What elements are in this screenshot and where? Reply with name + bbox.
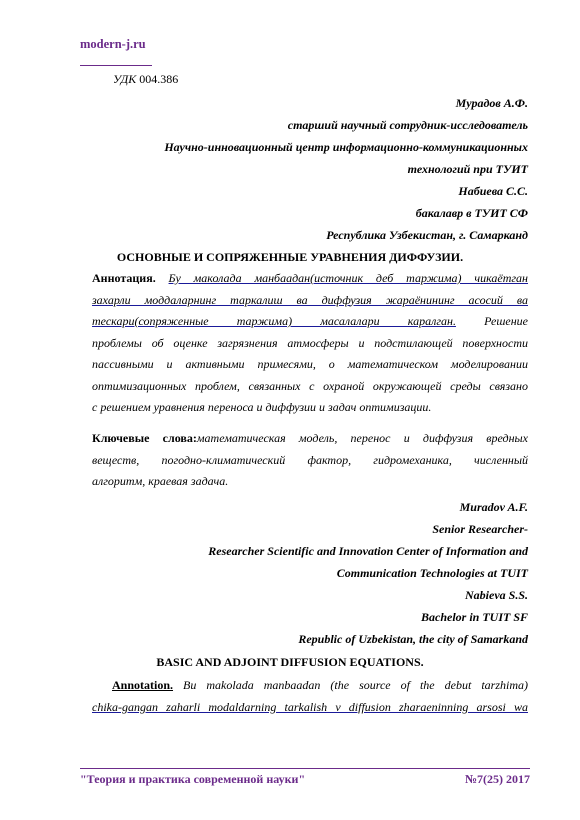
author1-position-en: Senior Researcher- — [432, 522, 528, 536]
abstract-en-line2: chika-gangan zaharli modaldarning tarkalish v diffusion zharaeninning arsosi wa — [92, 699, 528, 714]
site-name[interactable]: modern-j.ru — [80, 37, 146, 51]
udk-number: 004.386 — [139, 72, 179, 86]
issue-number: №7(25) 2017 — [464, 772, 530, 786]
author1-org-ru-line1: Научно-инновационный центр информационно-коммуникационных — [164, 140, 528, 154]
author1-name-en: Muradov A.F. — [459, 500, 528, 514]
author2-position-ru: бакалавр в ТУИТ СФ — [415, 206, 528, 220]
author1-position-ru: старший научный сотрудник-исследователь — [287, 118, 528, 132]
abstract-label-ru: Аннотация. — [92, 271, 156, 285]
abstract-en — [92, 675, 528, 718]
keywords-ru — [92, 428, 528, 493]
abstract-ru-line4: с решением уравнения переноса и диффузии и задач оптимизации. — [92, 400, 432, 414]
location-ru: Республика Узбекистан, г. Самарканд — [326, 228, 528, 242]
abstract-uz-line3: тескари(сопряженные таржима) масалалари каралган. — [92, 314, 456, 328]
keywords-ru-line3: алгоритм, краевая задача. — [92, 474, 229, 488]
abstract-ru-line3: оптимизационных проблем, связанных с охраной окружающей среды связано — [92, 378, 528, 393]
abstract-en-line1: Bu makolada manbaadan (the source of the debut tarzhima) — [183, 678, 528, 692]
keywords-ru-line2: веществ, погодно-климатический фактор, гидромеханика, численный — [92, 452, 528, 467]
keywords-ru-line1: математическая модель, перенос и диффузия вредных — [196, 431, 528, 445]
author2-name-en: Nabieva S.S. — [465, 588, 528, 602]
title-en: BASIC AND ADJOINT DIFFUSION EQUATIONS. — [156, 655, 424, 669]
abstract-uz-line2: захарли моддаларнинг таркалиш ва диффузия жараёнининг асосий ва — [92, 292, 528, 307]
location-en: Republic of Uzbekistan, the city of Samarkand — [298, 632, 528, 646]
author1-org-en-line2: Communication Technologies at TUIT — [336, 566, 528, 580]
author1-org-en-line1: Researcher Scientific and Innovation Center of Information and — [208, 544, 528, 558]
abstract-uz-line1: Бу маколада манбаадан(источник деб таржима) чикаётган — [168, 271, 529, 285]
footer-divider — [80, 768, 530, 769]
abstract-ru-line1: проблемы об оценке загрязнения атмосферы и подстилающей поверхности — [92, 335, 528, 350]
author2-name-ru: Набиева С.С. — [458, 184, 528, 198]
journal-name: "Теория и практика современной науки" — [80, 772, 306, 786]
abstract-ru — [92, 268, 528, 419]
udk-label: УДК — [113, 72, 137, 86]
author1-org-ru-line2: технологий при ТУИТ — [407, 162, 528, 176]
author2-position-en: Bachelor in TUIT SF — [420, 610, 528, 624]
header-divider — [80, 65, 152, 66]
udk-code — [113, 72, 178, 87]
author1-name-ru: Мурадов А.Ф. — [455, 96, 528, 110]
abstract-ru-start: Решение — [484, 314, 528, 328]
abstract-label-en: Annotation. — [112, 678, 174, 692]
abstract-ru-line2: пассивными и активными примесями, о математическом моделировании — [92, 357, 528, 371]
title-ru: ОСНОВНЫЕ И СОПРЯЖЕННЫЕ УРАВНЕНИЯ ДИФФУЗИИ. — [116, 250, 464, 264]
keywords-label-ru: Ключевые слова: — [92, 431, 197, 445]
